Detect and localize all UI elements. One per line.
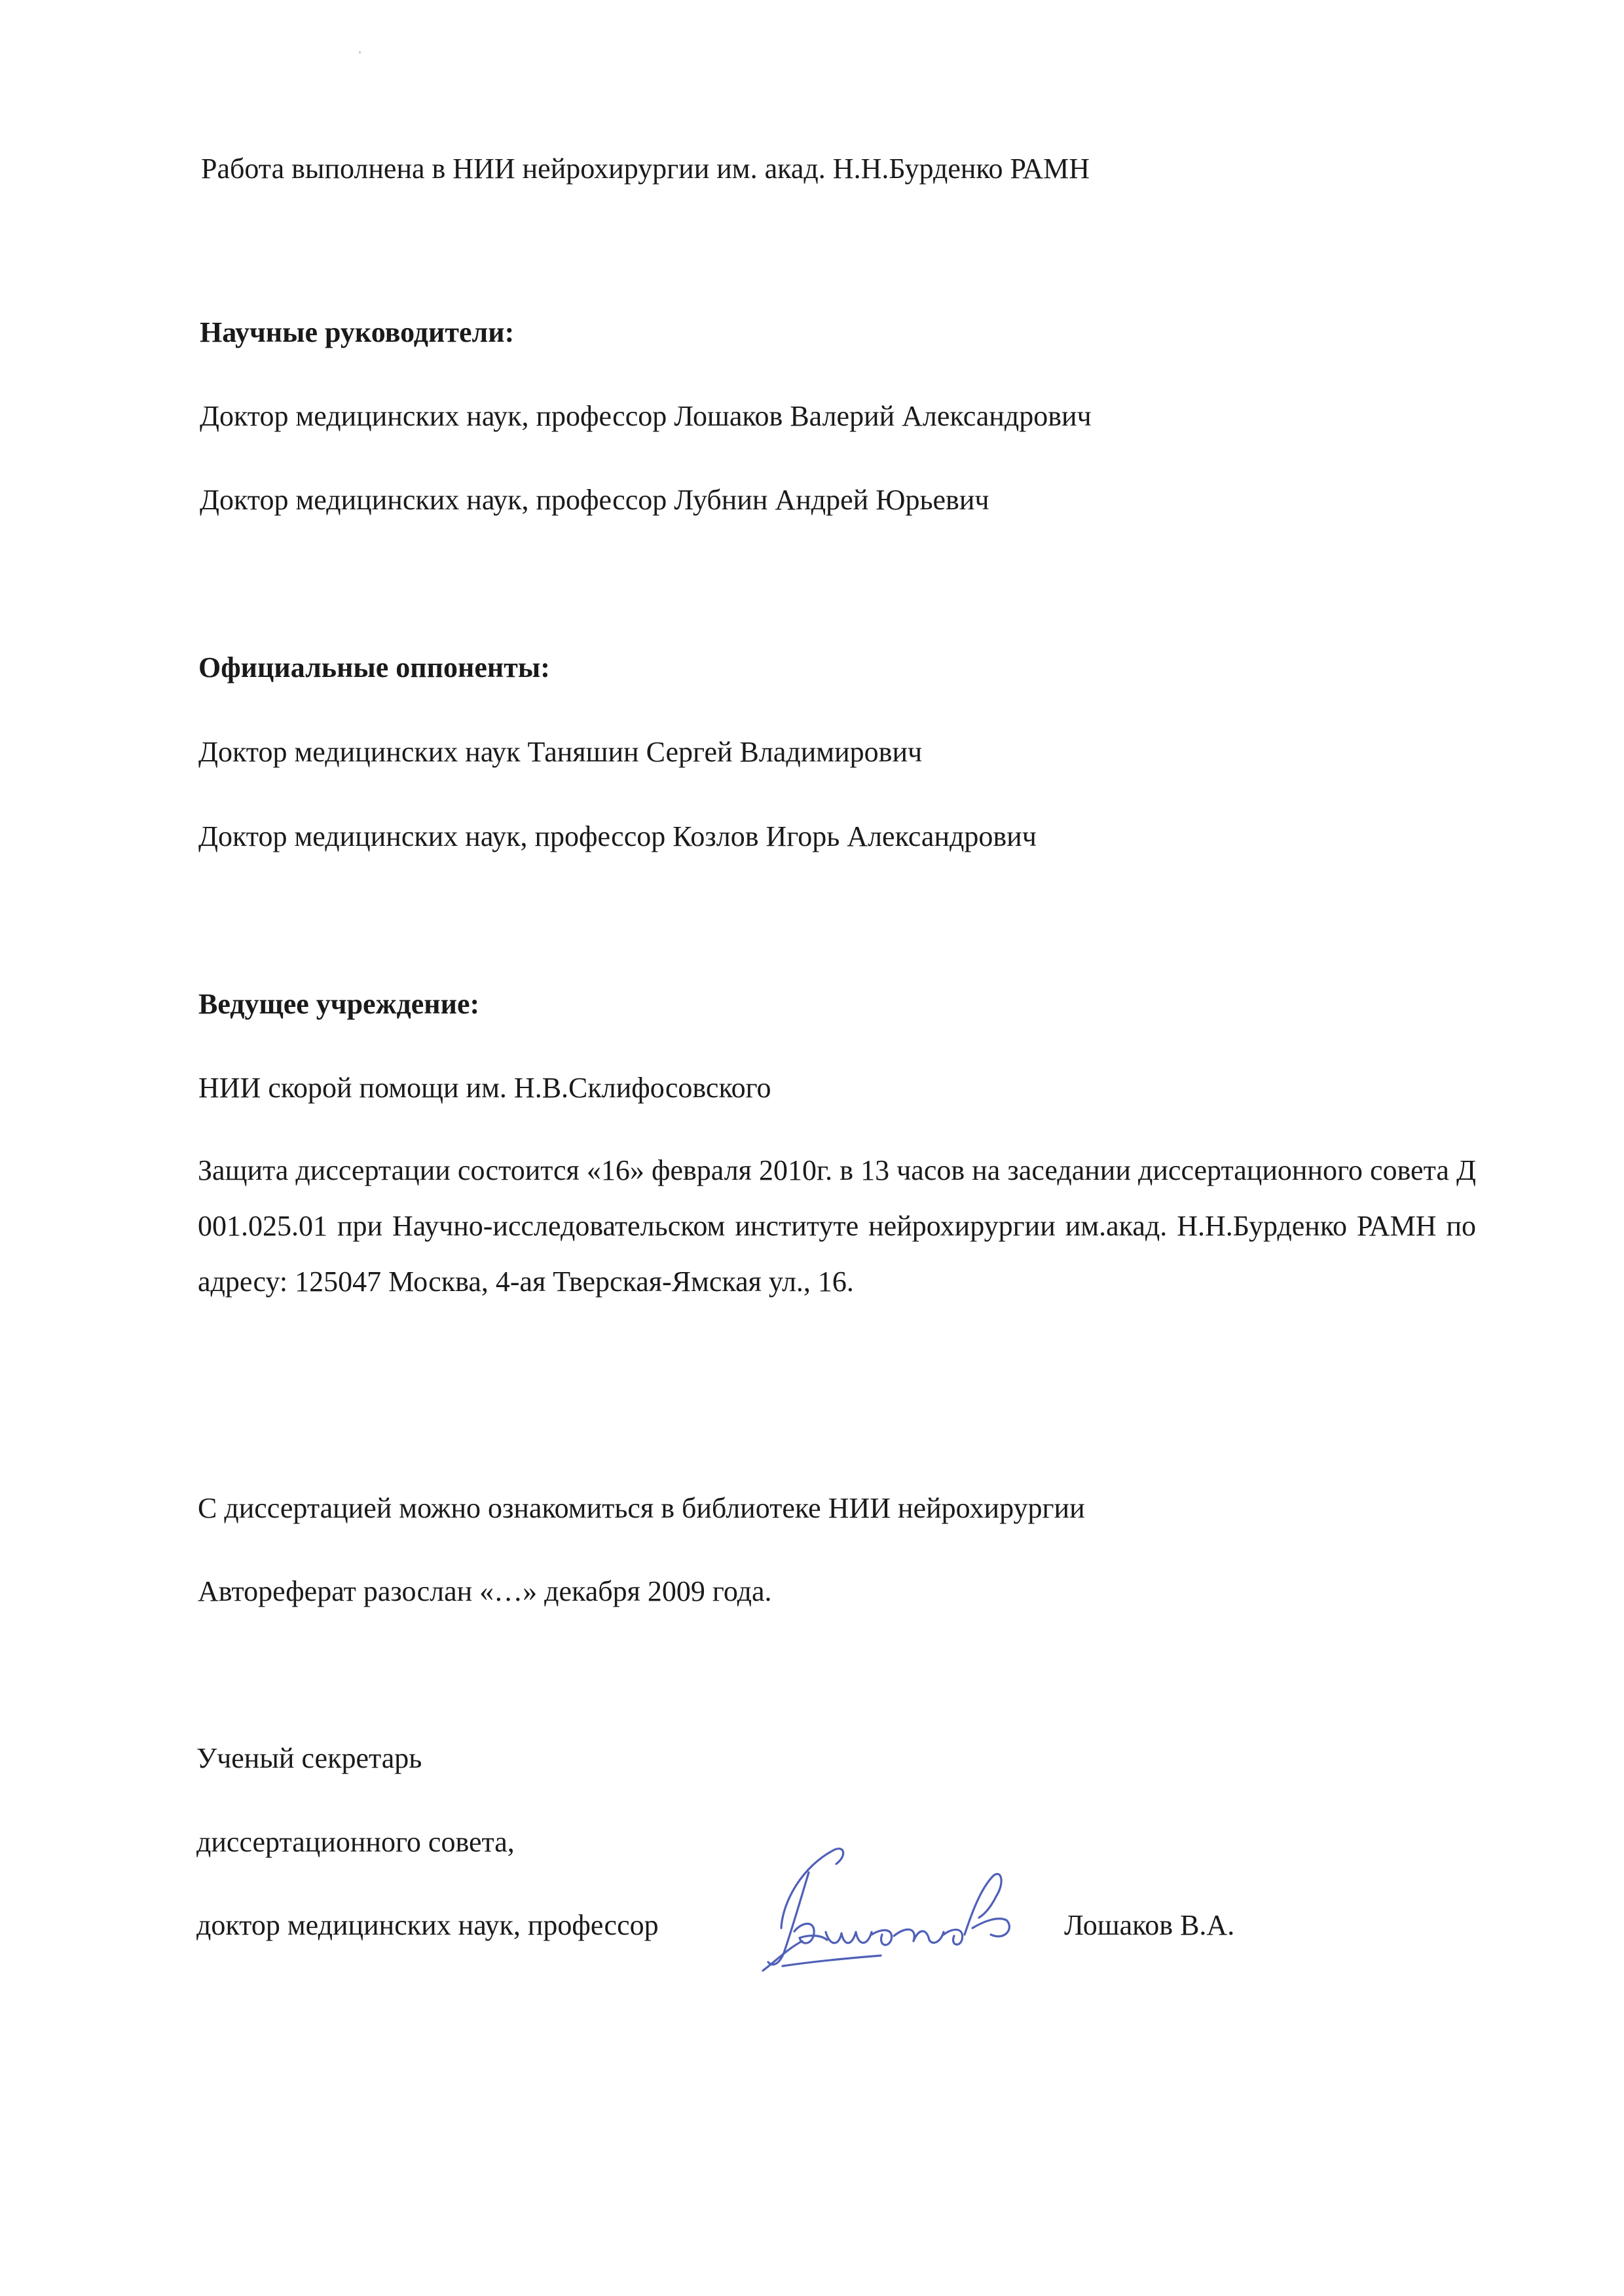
opponents-heading: Официальные оппоненты: xyxy=(198,651,550,683)
leading-institution-heading: Ведущее учреждение: xyxy=(198,988,480,1020)
secretary-degree: доктор медицинских наук, профессор xyxy=(196,1909,659,1941)
supervisor-item: Доктор медицинских наук, профессор Лубнин Андрей Юрьевич xyxy=(200,484,989,516)
leading-institution-name: НИИ скорой помощи им. Н.В.Склифосовского xyxy=(198,1072,771,1104)
secretary-name: Лошаков В.А. xyxy=(1064,1909,1235,1941)
handwritten-signature xyxy=(710,1836,1051,1987)
intro-line: Работа выполнена в НИИ нейрохирургии им. акад. Н.Н.Бурденко РАМН xyxy=(201,153,1090,185)
secretary-council: диссертационного совета, xyxy=(196,1826,515,1858)
scan-speck xyxy=(359,51,361,54)
library-note: С диссертацией можно ознакомиться в библиотеке НИИ нейрохирургии xyxy=(198,1492,1085,1524)
defense-paragraph: Защита диссертации состоится «16» февраля 2010г. в 13 часов на заседании диссертационного совета Д 001.025.01 при Научно-исследовательском институте нейрохирургии им.акад. Н.Н.Бурденко РАМН по адресу: 125047 Москва, 4-ая Тверская-Ямская ул., 16. xyxy=(198,1154,1476,1298)
secretary-title: Ученый секретарь xyxy=(196,1742,422,1774)
supervisors-heading: Научные руководители: xyxy=(200,316,515,348)
opponent-item: Доктор медицинских наук Таняшин Сергей Владимирович xyxy=(198,736,923,768)
opponent-item: Доктор медицинских наук, профессор Козлов Игорь Александрович xyxy=(198,820,1037,852)
supervisor-item: Доктор медицинских наук, профессор Лошаков Валерий Александрович xyxy=(200,400,1092,432)
abstract-sent-line: Автореферат разослан «…» декабря 2009 года. xyxy=(198,1575,772,1607)
